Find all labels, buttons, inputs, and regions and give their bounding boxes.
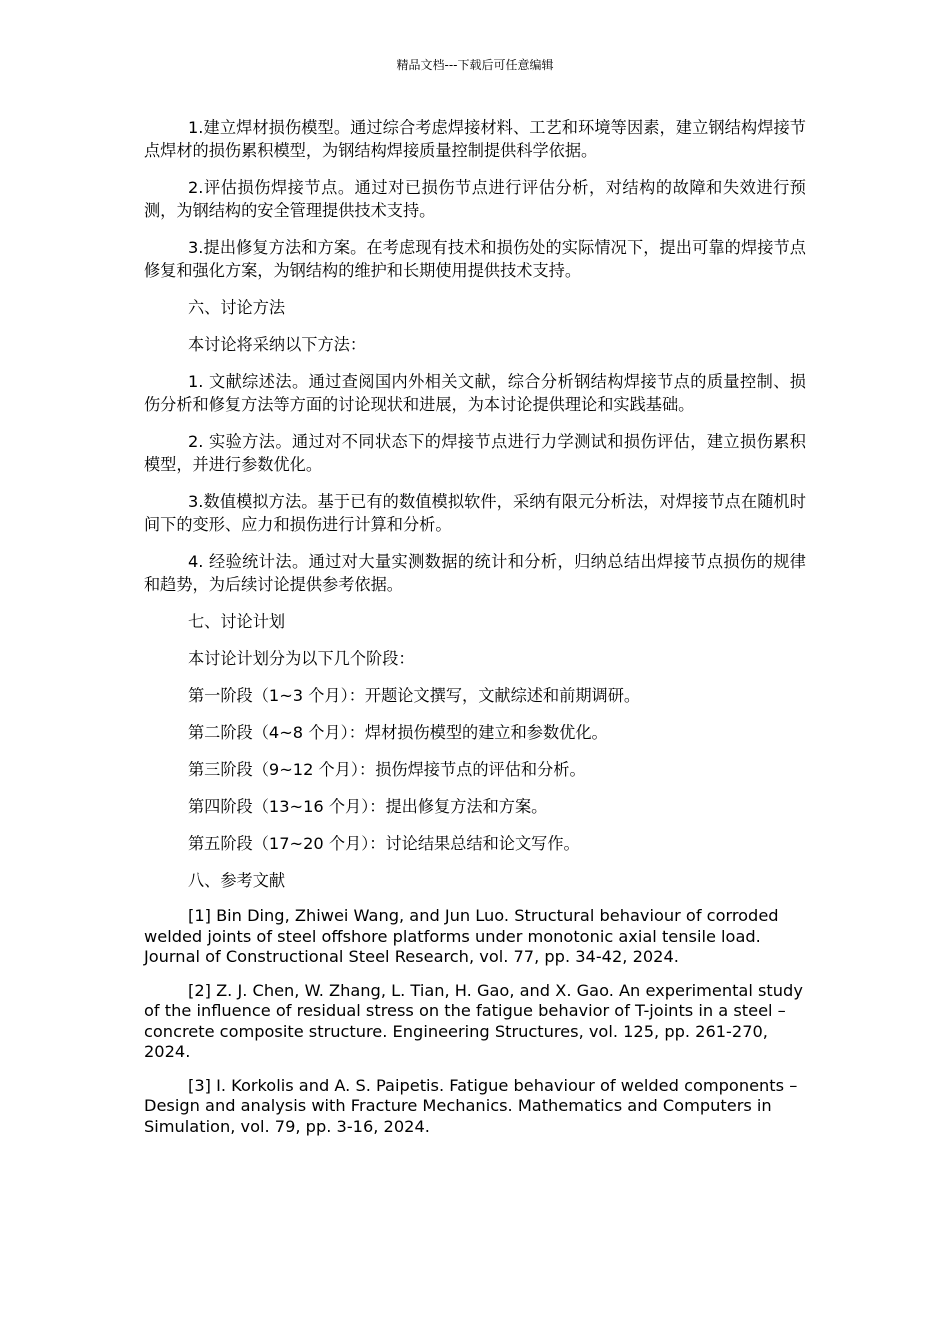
objective-item-2: 2.评估损伤焊接节点。通过对已损伤节点进行评估分析，对结构的故障和失效进行预测，为钢结构的安全管理提供技术支持。	[144, 178, 806, 220]
reference-item-2: [2] Z. J. Chen, W. Zhang, L. Tian, H. Gao, and X. Gao. An experimental study of the influence of residual stress on the fatigue behavior of T-joints in a steel – concrete composite structure. Engineering Structures, vol. 125, pp. 261-270, 2024.	[144, 980, 803, 1061]
objective-item-1: 1.建立焊材损伤模型。通过综合考虑焊接材料、工艺和环境等因素，建立钢结构焊接节点焊材的损伤累积模型，为钢结构焊接质量控制提供科学依据。	[144, 118, 806, 160]
plan-intro: 本讨论计划分为以下几个阶段：	[188, 649, 415, 668]
method-item-1: 1. 文献综述法。通过查阅国内外相关文献，综合分析钢结构焊接节点的质量控制、损伤分析和修复方法等方面的讨论现状和进展，为本讨论提供理论和实践基础。	[144, 372, 806, 414]
method-item-2: 2. 实验方法。通过对不同状态下的焊接节点进行力学测试和损伤评估，建立损伤累积模型，并进行参数优化。	[144, 432, 806, 474]
method-item-3: 3.数值模拟方法。基于已有的数值模拟软件，采纳有限元分析法，对焊接节点在随机时间下的变形、应力和损伤进行计算和分析。	[144, 492, 806, 534]
plan-stage-1: 第一阶段（1~3 个月）：开题论文撰写，文献综述和前期调研。	[188, 686, 641, 705]
plan-stage-3: 第三阶段（9~12 个月）：损伤焊接节点的评估和分析。	[188, 760, 586, 779]
plan-stage-2: 第二阶段（4~8 个月）：焊材损伤模型的建立和参数优化。	[188, 723, 608, 742]
section-heading-plan: 七、讨论计划	[188, 612, 286, 631]
plan-stage-5: 第五阶段（17~20 个月）：讨论结果总结和论文写作。	[188, 834, 580, 853]
section-heading-references: 八、参考文献	[188, 871, 286, 890]
objective-item-3: 3.提出修复方法和方案。在考虑现有技术和损伤处的实际情况下，提出可靠的焊接节点修复和强化方案，为钢结构的维护和长期使用提供技术支持。	[144, 238, 806, 280]
methods-intro: 本讨论将采纳以下方法：	[188, 335, 367, 354]
reference-item-3: [3] I. Korkolis and A. S. Paipetis. Fatigue behaviour of welded components – Design and analysis with Fracture Mechanics. Mathematics and Computers in Simulation, vol. 79, pp. 3-16, 2024.	[144, 1075, 798, 1136]
method-item-4: 4. 经验统计法。通过对大量实测数据的统计和分析，归纳总结出焊接节点损伤的规律和趋势，为后续讨论提供参考依据。	[144, 552, 806, 594]
section-heading-methods: 六、讨论方法	[188, 298, 286, 317]
page-header: 精品文档---下载后可任意编辑	[396, 58, 554, 72]
document-body	[144, 116, 806, 1150]
reference-item-1: [1] Bin Ding, Zhiwei Wang, and Jun Luo. Structural behaviour of corroded welded joints of steel offshore platforms under monotonic axial tensile load. Journal of Constructional Steel Research, vol. 77, pp. 34-42, 2024.	[144, 906, 779, 966]
plan-stage-4: 第四阶段（13~16 个月）：提出修复方法和方案。	[188, 797, 548, 816]
